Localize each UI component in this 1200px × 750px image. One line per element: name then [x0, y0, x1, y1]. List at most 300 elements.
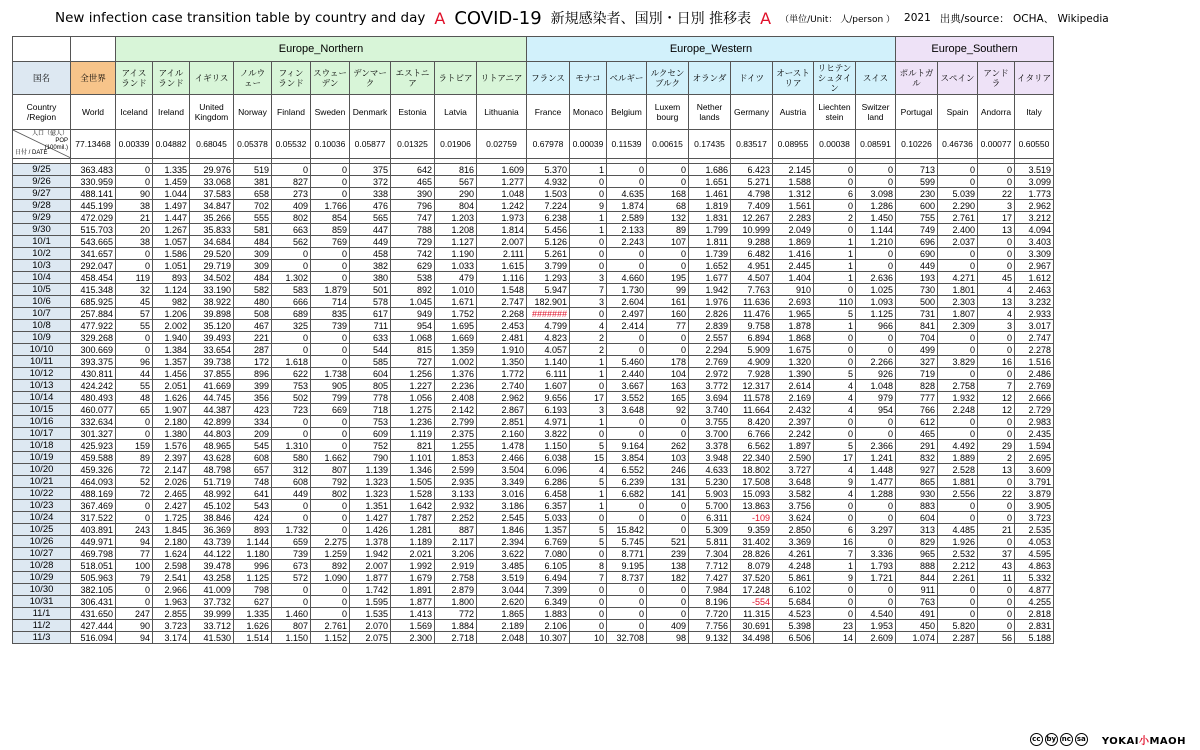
value-cell: 769: [311, 236, 350, 248]
value-cell: 44.745: [190, 392, 234, 404]
value-cell: 828: [896, 380, 938, 392]
value-cell: 20: [116, 224, 153, 236]
value-cell: 287: [234, 344, 272, 356]
value-cell: 0: [311, 188, 350, 200]
value-cell: 1.884: [435, 620, 477, 632]
value-cell: 44.803: [190, 428, 234, 440]
value-cell: 2.769: [689, 356, 731, 368]
value-cell: 0: [978, 500, 1015, 512]
value-cell: 0: [978, 536, 1015, 548]
value-cell: 3.378: [689, 440, 731, 452]
value-cell: 2.465: [153, 488, 190, 500]
date-cell: 10/3: [13, 260, 71, 272]
value-cell: 555: [234, 212, 272, 224]
value-cell: 32.708: [607, 632, 647, 644]
value-cell: 2.278: [1015, 344, 1054, 356]
value-cell: 309: [234, 260, 272, 272]
value-cell: 29.976: [190, 164, 234, 176]
value-cell: 0: [856, 332, 896, 344]
value-cell: 1.477: [856, 476, 896, 488]
value-cell: 1.351: [350, 500, 391, 512]
value-cell: 0: [607, 428, 647, 440]
value-cell: 160: [647, 308, 689, 320]
value-cell: 0: [311, 272, 350, 284]
value-cell: 4: [814, 392, 856, 404]
value-cell: 4: [814, 404, 856, 416]
value-cell: 4.635: [607, 188, 647, 200]
value-cell: 5.820: [938, 620, 978, 632]
value-cell: 4: [570, 464, 607, 476]
value-cell: 34.498: [731, 632, 773, 644]
value-cell: 0: [647, 596, 689, 608]
value-cell: 7.756: [689, 620, 731, 632]
value-cell: 292.047: [71, 260, 116, 272]
value-cell: 1.312: [773, 188, 814, 200]
value-cell: 2.366: [856, 440, 896, 452]
population-value: 0.00077: [978, 130, 1015, 159]
value-cell: 0: [116, 428, 153, 440]
date-cell: 10/22: [13, 488, 71, 500]
value-cell: 1.799: [689, 224, 731, 236]
date-cell: 10/11: [13, 356, 71, 368]
value-cell: 431.650: [71, 608, 116, 620]
value-cell: 1.814: [477, 224, 527, 236]
value-cell: 2.051: [153, 380, 190, 392]
value-cell: -554: [731, 596, 773, 608]
date-cell: 10/17: [13, 428, 71, 440]
value-cell: 0: [311, 356, 350, 368]
value-cell: 168: [647, 188, 689, 200]
value-cell: 1.528: [391, 488, 435, 500]
value-cell: 0: [938, 248, 978, 260]
table-row: [13, 560, 1054, 572]
value-cell: 562: [272, 236, 311, 248]
value-cell: 1.101: [391, 452, 435, 464]
value-cell: 1.357: [527, 524, 570, 536]
country-ja-row: [13, 62, 1054, 95]
value-cell: 4.057: [527, 344, 570, 356]
value-cell: 663: [272, 224, 311, 236]
value-cell: 38.846: [190, 512, 234, 524]
value-cell: 380: [350, 272, 391, 284]
value-cell: 1.025: [856, 284, 896, 296]
value-cell: 243: [116, 524, 153, 536]
value-cell: 515.703: [71, 224, 116, 236]
value-cell: 5.188: [1015, 632, 1054, 644]
value-cell: 1.695: [435, 320, 477, 332]
value-cell: 749: [896, 224, 938, 236]
value-cell: 747: [391, 212, 435, 224]
value-cell: 41.009: [190, 584, 234, 596]
value-cell: 0: [311, 164, 350, 176]
value-cell: 17.248: [731, 584, 773, 596]
value-cell: 2.303: [938, 296, 978, 308]
value-cell: 459.326: [71, 464, 116, 476]
value-cell: 835: [311, 308, 350, 320]
value-cell: 1.671: [435, 296, 477, 308]
value-cell: 65: [116, 404, 153, 416]
table-row: [13, 200, 1054, 212]
value-cell: 1.456: [153, 368, 190, 380]
value-cell: 718: [350, 404, 391, 416]
value-cell: 1.051: [153, 260, 190, 272]
value-cell: 4: [814, 488, 856, 500]
value-cell: 0: [647, 344, 689, 356]
country-name-ja: エストニア: [391, 62, 435, 95]
value-cell: 273: [272, 188, 311, 200]
value-cell: 38.922: [190, 296, 234, 308]
value-cell: 2.300: [391, 632, 435, 644]
value-cell: 5.456: [527, 224, 570, 236]
value-cell: 0: [607, 596, 647, 608]
value-cell: 1.742: [350, 584, 391, 596]
value-cell: 7.720: [689, 608, 731, 620]
value-cell: 48.965: [190, 440, 234, 452]
country-name-en: Monaco: [570, 95, 607, 130]
value-cell: 777: [896, 392, 938, 404]
value-cell: 15: [570, 452, 607, 464]
value-cell: 0: [570, 188, 607, 200]
region-blank-date: [13, 37, 71, 62]
value-cell: 2.850: [773, 524, 814, 536]
value-cell: 55: [116, 380, 153, 392]
value-cell: 2.400: [938, 224, 978, 236]
nc-icon: nc: [1060, 733, 1073, 746]
value-cell: 1.595: [350, 596, 391, 608]
value-cell: 209: [234, 428, 272, 440]
value-cell: 3.648: [773, 476, 814, 488]
value-cell: 2.528: [938, 464, 978, 476]
value-cell: 3.723: [1015, 512, 1054, 524]
value-cell: 43.258: [190, 572, 234, 584]
value-cell: 3.948: [689, 452, 731, 464]
value-cell: 659: [272, 536, 311, 548]
value-cell: 1.323: [350, 476, 391, 488]
value-cell: 1.380: [153, 428, 190, 440]
value-cell: 585: [350, 356, 391, 368]
value-cell: 1.404: [773, 272, 814, 284]
value-cell: 1.846: [477, 524, 527, 536]
value-cell: 0: [647, 176, 689, 188]
value-cell: 312: [272, 464, 311, 476]
value-cell: 165: [647, 392, 689, 404]
title-year: 2021: [904, 12, 931, 24]
value-cell: 742: [391, 248, 435, 260]
value-cell: 3.174: [153, 632, 190, 644]
country-name-ja: イタリア: [1015, 62, 1054, 95]
value-cell: 3.755: [689, 416, 731, 428]
value-cell: 6: [814, 524, 856, 536]
table-row: [13, 428, 1054, 440]
value-cell: 6.105: [527, 560, 570, 572]
value-cell: 2.212: [938, 560, 978, 572]
value-cell: 2.397: [153, 452, 190, 464]
value-cell: 0: [938, 584, 978, 596]
value-cell: 9: [814, 476, 856, 488]
value-cell: 0: [814, 584, 856, 596]
value-cell: 2.604: [607, 296, 647, 308]
value-cell: 38: [116, 236, 153, 248]
value-cell: 3.309: [1015, 248, 1054, 260]
value-cell: 766: [896, 404, 938, 416]
value-cell: 7.928: [731, 368, 773, 380]
value-cell: 1.288: [856, 488, 896, 500]
value-cell: 480.493: [71, 392, 116, 404]
value-cell: 949: [391, 308, 435, 320]
value-cell: 13: [978, 464, 1015, 476]
value-cell: 4: [814, 464, 856, 476]
value-cell: 954: [391, 320, 435, 332]
value-cell: 1.793: [856, 560, 896, 572]
value-cell: 0: [570, 308, 607, 320]
table-row: [13, 440, 1054, 452]
value-cell: 7.080: [527, 548, 570, 560]
value-cell: 0: [856, 164, 896, 176]
value-cell: 689: [272, 308, 311, 320]
value-cell: 763: [896, 596, 938, 608]
value-cell: 98: [647, 632, 689, 644]
table-row: [13, 404, 1054, 416]
value-cell: 658: [234, 188, 272, 200]
value-cell: 0: [856, 500, 896, 512]
value-cell: 0: [570, 620, 607, 632]
value-cell: 1.535: [350, 608, 391, 620]
value-cell: 0: [570, 236, 607, 248]
table-row: [13, 536, 1054, 548]
value-cell: 2.236: [435, 380, 477, 392]
value-cell: 821: [391, 440, 435, 452]
value-cell: 464.093: [71, 476, 116, 488]
value-cell: 2.026: [153, 476, 190, 488]
value-cell: 5.700: [689, 500, 731, 512]
value-cell: 0: [311, 176, 350, 188]
value-cell: 704: [896, 332, 938, 344]
table-row: [13, 380, 1054, 392]
value-cell: 479: [435, 272, 477, 284]
value-cell: 34.502: [190, 272, 234, 284]
value-cell: 0: [116, 596, 153, 608]
value-cell: 1.569: [391, 620, 435, 632]
value-cell: 3.799: [527, 260, 570, 272]
country-name-en: Liechten stein: [814, 95, 856, 130]
date-cell: 9/30: [13, 224, 71, 236]
value-cell: 6: [814, 188, 856, 200]
value-cell: 17.508: [731, 476, 773, 488]
value-cell: 911: [896, 584, 938, 596]
value-cell: 0: [647, 428, 689, 440]
date-cell: 10/10: [13, 344, 71, 356]
value-cell: 1.150: [527, 440, 570, 452]
country-name-ja: フランス: [527, 62, 570, 95]
date-cell: 10/15: [13, 404, 71, 416]
value-cell: 2.261: [938, 572, 978, 584]
value-cell: -109: [731, 512, 773, 524]
value-cell: 3.756: [773, 500, 814, 512]
value-cell: 119: [116, 272, 153, 284]
value-cell: 5.033: [527, 512, 570, 524]
value-cell: 1.478: [477, 440, 527, 452]
value-cell: 1.942: [350, 548, 391, 560]
value-cell: 501: [350, 284, 391, 296]
value-cell: 2.266: [856, 356, 896, 368]
population-value: 0.17435: [689, 130, 731, 159]
value-cell: 2.463: [1015, 284, 1054, 296]
country-name-ja: オランダ: [689, 62, 731, 95]
value-cell: 622: [272, 368, 311, 380]
value-cell: 1.256: [391, 368, 435, 380]
value-cell: 5.909: [731, 344, 773, 356]
country-name-en: Finland: [272, 95, 311, 130]
value-cell: 0: [856, 176, 896, 188]
value-cell: 731: [896, 308, 938, 320]
value-cell: 246: [647, 464, 689, 476]
value-cell: 3.791: [1015, 476, 1054, 488]
value-cell: 3.044: [477, 584, 527, 596]
value-cell: 2.180: [153, 416, 190, 428]
value-cell: 1.505: [391, 476, 435, 488]
value-cell: 6.894: [731, 332, 773, 344]
value-cell: 0: [938, 260, 978, 272]
date-cell: 11/3: [13, 632, 71, 644]
value-cell: 132: [647, 212, 689, 224]
value-cell: 1.738: [311, 368, 350, 380]
value-cell: 2.440: [607, 368, 647, 380]
value-cell: 28.826: [731, 548, 773, 560]
value-cell: 8.771: [607, 548, 647, 560]
value-cell: 2.818: [1015, 608, 1054, 620]
value-cell: 0: [272, 260, 311, 272]
value-cell: 5: [570, 440, 607, 452]
value-cell: 2.287: [938, 632, 978, 644]
value-cell: 1.190: [435, 248, 477, 260]
value-cell: 3.504: [477, 464, 527, 476]
value-cell: 4.255: [1015, 596, 1054, 608]
population-value: 0.05532: [272, 130, 311, 159]
value-cell: 883: [896, 500, 938, 512]
value-cell: 1.615: [477, 260, 527, 272]
value-cell: 301.327: [71, 428, 116, 440]
value-cell: 230: [896, 188, 938, 200]
date-cell: 11/2: [13, 620, 71, 632]
value-cell: 1.390: [773, 368, 814, 380]
value-cell: 2.133: [607, 224, 647, 236]
value-cell: 1.624: [153, 548, 190, 560]
value-cell: 9: [814, 572, 856, 584]
value-cell: 363.483: [71, 164, 116, 176]
value-cell: 2.414: [607, 320, 647, 332]
value-cell: 1.255: [435, 440, 477, 452]
value-cell: 29.520: [190, 248, 234, 260]
value-cell: 2.290: [938, 200, 978, 212]
value-cell: 3.212: [1015, 212, 1054, 224]
value-cell: 1.801: [938, 284, 978, 296]
value-cell: 1.594: [1015, 440, 1054, 452]
value-cell: 1.125: [234, 572, 272, 584]
table-row: [13, 368, 1054, 380]
value-cell: 2.769: [1015, 380, 1054, 392]
value-cell: 1.992: [391, 560, 435, 572]
value-cell: 3.519: [477, 572, 527, 584]
value-cell: 37.583: [190, 188, 234, 200]
value-cell: 4: [978, 284, 1015, 296]
value-cell: 0: [116, 500, 153, 512]
table-row: [13, 548, 1054, 560]
value-cell: 0: [978, 596, 1015, 608]
value-cell: 669: [311, 404, 350, 416]
value-cell: 9.656: [527, 392, 570, 404]
value-cell: 6.562: [731, 440, 773, 452]
pop-label: 人口（億人） POP (100mil.): [32, 131, 69, 151]
value-cell: 521: [647, 536, 689, 548]
population-value: 0.83517: [731, 130, 773, 159]
value-cell: 1.090: [311, 572, 350, 584]
value-cell: 172: [234, 356, 272, 368]
value-cell: 6.311: [689, 512, 731, 524]
value-cell: 1.350: [477, 356, 527, 368]
value-cell: 2.002: [153, 320, 190, 332]
value-cell: 844: [896, 572, 938, 584]
value-cell: 543.665: [71, 236, 116, 248]
value-cell: 5: [814, 308, 856, 320]
value-cell: 1.609: [477, 164, 527, 176]
country-name-ja: ポルトガル: [896, 62, 938, 95]
value-cell: 1.127: [435, 236, 477, 248]
value-cell: 104: [647, 368, 689, 380]
value-cell: 182.901: [527, 296, 570, 308]
population-value: 0.60550: [1015, 130, 1054, 159]
value-cell: 2.283: [773, 212, 814, 224]
value-cell: 1.586: [153, 248, 190, 260]
value-cell: 5: [570, 524, 607, 536]
value-cell: 893: [234, 524, 272, 536]
value-cell: 1.275: [391, 404, 435, 416]
value-cell: 0: [116, 248, 153, 260]
value-cell: 13: [978, 296, 1015, 308]
value-cell: 4.932: [527, 176, 570, 188]
value-cell: 1.752: [435, 308, 477, 320]
country-name-ja: オースト リア: [773, 62, 814, 95]
value-cell: 4: [814, 380, 856, 392]
country-name-en: Sweden: [311, 95, 350, 130]
value-cell: 12: [978, 404, 1015, 416]
value-cell: 6.239: [607, 476, 647, 488]
value-cell: 2.243: [607, 236, 647, 248]
value-cell: 79: [116, 572, 153, 584]
value-cell: 33.712: [190, 620, 234, 632]
value-cell: 1.203: [435, 212, 477, 224]
value-cell: 313: [896, 524, 938, 536]
value-cell: 2.180: [153, 536, 190, 548]
value-cell: 141: [647, 488, 689, 500]
value-cell: 832: [896, 452, 938, 464]
value-cell: 309: [234, 248, 272, 260]
country-name-en: Germany: [731, 95, 773, 130]
value-cell: 0: [856, 536, 896, 548]
value-cell: 2.758: [938, 380, 978, 392]
value-cell: 3.485: [477, 560, 527, 572]
value-cell: 10: [570, 632, 607, 644]
value-cell: 1.310: [272, 440, 311, 452]
value-cell: 0: [607, 584, 647, 596]
value-cell: 193: [896, 272, 938, 284]
value-cell: 7.763: [731, 284, 773, 296]
table-row: [13, 620, 1054, 632]
value-cell: 1: [814, 560, 856, 572]
value-cell: 1.831: [689, 212, 731, 224]
country-name-ja: アイス ランド: [116, 62, 153, 95]
value-cell: 0: [570, 608, 607, 620]
value-cell: 17: [978, 212, 1015, 224]
